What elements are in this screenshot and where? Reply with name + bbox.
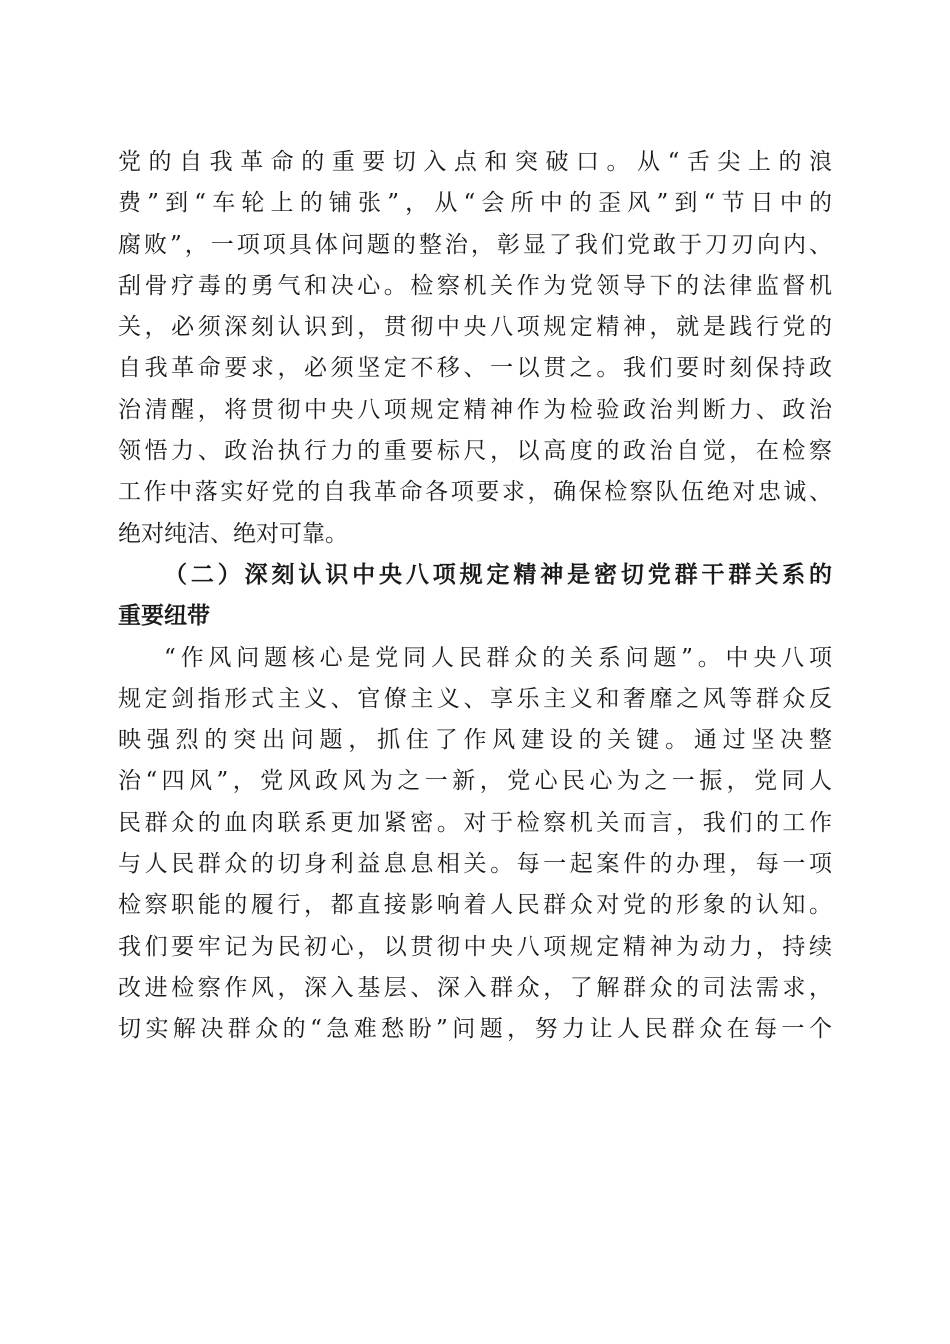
paragraph-party-mass-relations [118, 638, 832, 1051]
text-line: 规定剑指形式主义、官僚主义、享乐主义和奢靡之风等群众反 [118, 685, 832, 712]
text-line: 党的自我革命的重要切入点和突破口。从“舌尖上的浪 [118, 149, 832, 175]
paragraph-self-revolution [118, 142, 832, 555]
text-line: 切实解决群众的“急难愁盼”问题，努力让人民群众在每一个 [118, 1016, 832, 1043]
text-line: 治“四风”，党风政风为之一新，党心民心为之一振，党同人 [118, 768, 832, 795]
text-line: 我们要牢记为民初心，以贯彻中央八项规定精神为动力，持续 [118, 933, 832, 960]
text-line: 自我革命要求，必须坚定不移、一以贯之。我们要时刻保持政 [118, 355, 832, 382]
heading-line: （二）深刻认识中央八项规定精神是密切党群干群关系的 [164, 561, 832, 588]
text-line: “作风问题核心是党同人民群众的关系问题”。中央八项 [164, 644, 832, 671]
text-line: 绝对纯洁、绝对可靠。 [118, 520, 348, 547]
section-heading [118, 555, 832, 638]
text-line: 领悟力、政治执行力的重要标尺，以高度的政治自觉，在检察 [118, 438, 832, 465]
text-line: 关，必须深刻认识到，贯彻中央八项规定精神，就是践行党的 [118, 314, 832, 341]
document-body [118, 142, 832, 1051]
text-line: 改进检察作风，深入基层、深入群众，了解群众的司法需求， [118, 974, 832, 1001]
text-line: 费”到“车轮上的铺张”，从“会所中的歪风”到“节日中的 [118, 190, 832, 217]
text-line: 腐败”，一项项具体问题的整治，彰显了我们党敢于刀刃向内、 [118, 231, 832, 258]
text-line: 工作中落实好党的自我革命各项要求，确保检察队伍绝对忠诚、 [118, 479, 832, 506]
text-line: 治清醒，将贯彻中央八项规定精神作为检验政治判断力、政治 [118, 396, 832, 423]
text-line: 民群众的血肉联系更加紧密。对于检察机关而言，我们的工作 [118, 809, 832, 836]
text-line: 与人民群众的切身利益息息相关。每一起案件的办理，每一项 [118, 851, 832, 878]
heading-line: 重要纽带 [118, 603, 210, 630]
text-line: 检察职能的履行，都直接影响着人民群众对党的形象的认知。 [118, 892, 832, 919]
text-line: 刮骨疗毒的勇气和决心。检察机关作为党领导下的法律监督机 [118, 272, 832, 299]
text-line: 映强烈的突出问题，抓住了作风建设的关键。通过坚决整 [118, 727, 832, 754]
